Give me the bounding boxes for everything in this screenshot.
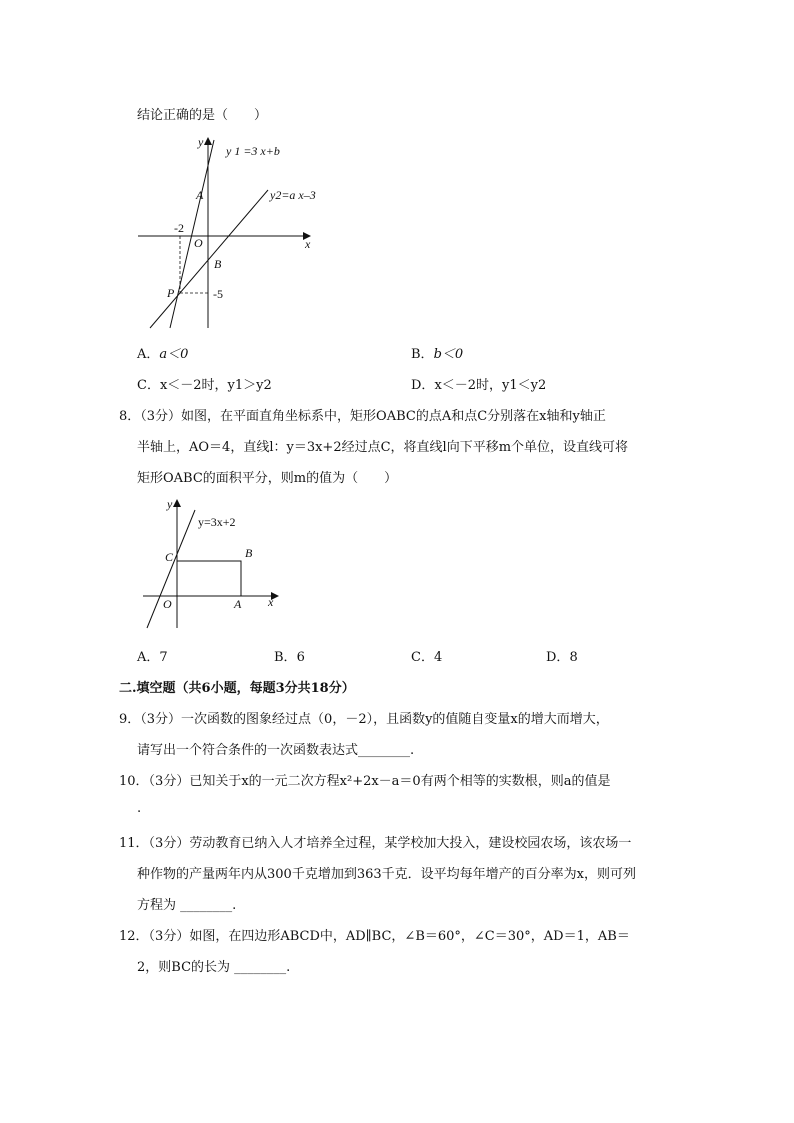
q7-option-b: B．b＜0	[411, 347, 464, 362]
q7-option-c: C．x＜－2时，y1＞y2	[137, 378, 272, 393]
q8-line-1: 8．（3分）如图，在平面直角坐标系中，矩形OABC的点A和点C分别落在x轴和y轴正	[119, 409, 606, 424]
line-y2	[150, 190, 268, 328]
q12-line-2: 2，则BC的长为 ________.	[137, 960, 291, 975]
q7-option-d: D．x＜－2时，y1＜y2	[411, 378, 547, 393]
fig2-line-label: y=3x+2	[198, 515, 236, 529]
tick-neg2-label: -2	[174, 221, 184, 235]
q8-option-c: C．4	[411, 650, 443, 665]
q9-line-1: 9．（3分）一次函数的图象经过点（0，－2），且函数y的值随自变量x的增大而增大，	[119, 712, 609, 727]
fig2-point-b: B	[245, 546, 253, 560]
fig2-point-c: C	[165, 550, 174, 564]
fig2-origin-label: O	[163, 597, 172, 611]
point-b-label: B	[214, 257, 222, 271]
q12-line-1: 12．（3分）如图，在四边形ABCD中，AD∥BC，∠B＝60°，∠C＝30°，AD＝1，AB＝	[119, 929, 630, 944]
fig1-y-label: y	[198, 135, 204, 149]
q7-stem-tail: 结论正确的是（ ）	[137, 108, 268, 123]
q8-option-b: B．6	[274, 650, 305, 665]
q8-figure	[135, 492, 285, 632]
q8-option-a: A．7	[137, 650, 168, 665]
q7-option-a: A．a＜0	[137, 347, 189, 362]
q8-line-3: 矩形OABC的面积平分，则m的值为（ ）	[137, 471, 398, 486]
fig2-x-label: x	[268, 595, 274, 609]
q11-line-1: 11．（3分）劳动教育已纳入人才培养全过程，某学校加大投入，建设校园农场，该农场一	[119, 836, 632, 851]
q11-line-2: 种作物的产量两年内从300千克增加到363千克．设平均每年增产的百分率为x，则可列	[137, 867, 636, 882]
q11-line-3: 方程为 ________.	[137, 898, 237, 913]
q7-figure	[130, 130, 330, 335]
tick-neg5-label: -5	[213, 287, 223, 301]
section-2-title: 二.填空题（共6小题，每题3分共18分）	[119, 681, 355, 696]
q8-line-2: 半轴上，AO＝4，直线l：y＝3x+2经过点C，将直线l向下平移m个单位，设直线可将	[137, 440, 629, 455]
fig1-x-label: x	[305, 237, 311, 251]
q10-line-1: 10．（3分）已知关于x的一元二次方程x²+2x－a＝0有两个相等的实数根，则a的值是	[119, 774, 611, 789]
point-a-label: A	[196, 188, 204, 202]
q9-line-2: 请写出一个符合条件的一次函数表达式________.	[137, 743, 415, 758]
line2-label: y2=a x–3	[270, 188, 316, 202]
point-p-label: P	[167, 286, 175, 300]
rectangle-oabc	[177, 561, 241, 596]
line1-label: y 1 =3 x+b	[226, 144, 280, 158]
q10-line-2: .	[137, 801, 142, 816]
q8-option-d: D．8	[546, 650, 578, 665]
fig2-y-label: y	[167, 497, 173, 511]
fig1-origin-label: O	[194, 236, 203, 250]
fig2-point-a: A	[234, 597, 242, 611]
